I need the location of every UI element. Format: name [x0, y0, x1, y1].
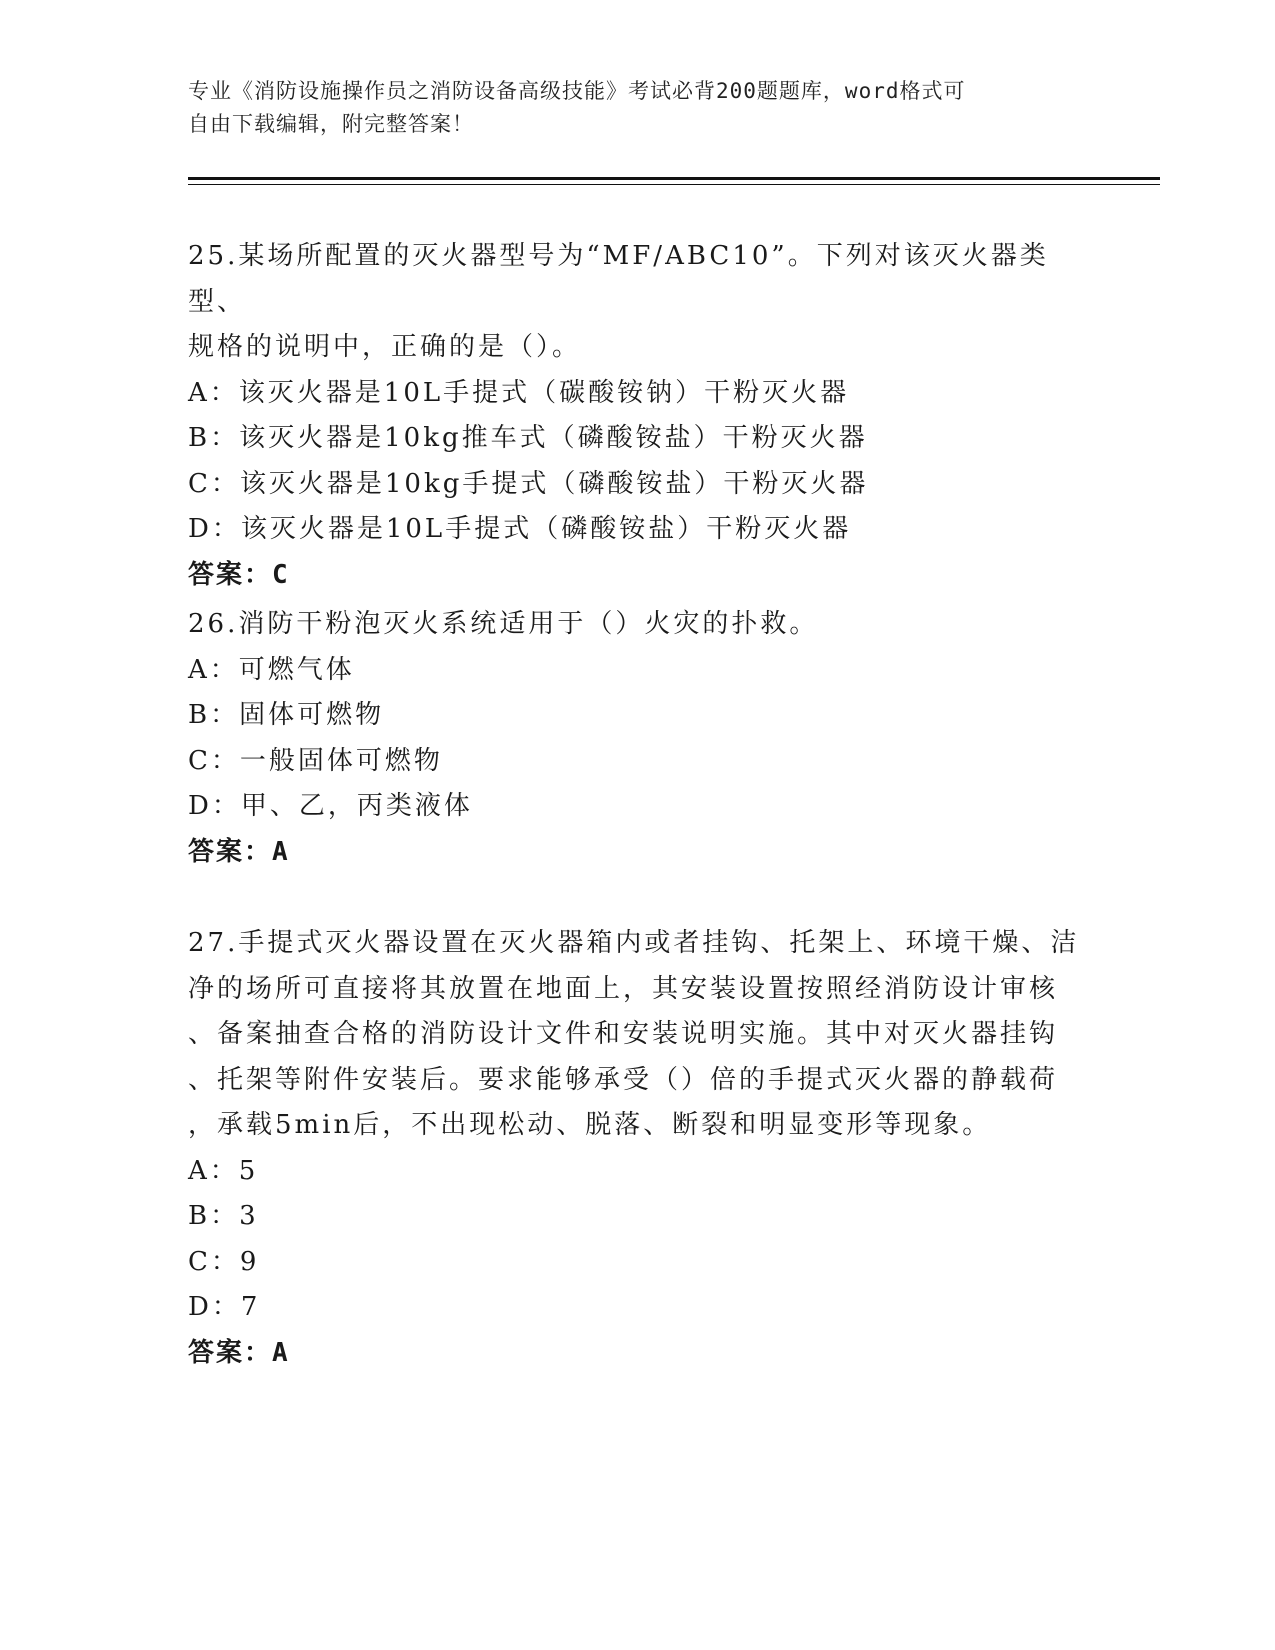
option-b: B：该灭火器是10kg推车式（磷酸铵盐）干粉灭火器 [188, 423, 868, 453]
option-b: B：3 [188, 1201, 259, 1231]
option-a: A：5 [188, 1155, 259, 1186]
question-25 [188, 234, 1088, 598]
option-a: A：可燃气体 [188, 654, 355, 685]
question-text-line: 25.某场所配置的灭火器型号为“MF/ABC10”。下列对该灭火器类型、 [188, 241, 1049, 317]
question-text-line: 规格的说明中，正确的是（）。 [188, 332, 582, 362]
header-divider-thin [188, 184, 1160, 185]
option-c: C：一般固体可燃物 [188, 745, 443, 776]
question-text-line: 、托架等附件安装后。要求能够承受（）倍的手提式灭火器的静载荷 [188, 1064, 1059, 1095]
question-text-line: 净的场所可直接将其放置在地面上，其安装设置按照经消防设计审核 [188, 973, 1059, 1004]
answer: 答案：A [188, 1337, 290, 1368]
question-text-line: ，承载5min后，不出现松动、脱落、断裂和明显变形等现象。 [188, 1110, 992, 1140]
header-divider-thick [188, 177, 1160, 180]
option-a: A：该灭火器是10L手提式（碳酸铵钠）干粉灭火器 [188, 377, 850, 408]
header-line-2: 自由下载编辑，附完整答案！ [188, 112, 474, 136]
document-header [188, 75, 1088, 141]
answer: 答案：C [188, 559, 290, 590]
option-d: D：甲、乙，丙类液体 [188, 791, 473, 821]
option-c: C：9 [188, 1246, 260, 1277]
question-26 [188, 602, 1088, 875]
question-27 [188, 921, 1088, 1376]
option-d: D：7 [188, 1292, 261, 1322]
question-text-line: 、备案抽查合格的消防设计文件和安装说明实施。其中对灭火器挂钩 [188, 1019, 1059, 1049]
question-text-line: 26.消防干粉泡灭火系统适用于（）火灾的扑救。 [188, 609, 819, 639]
question-text-line: 27.手提式灭火器设置在灭火器箱内或者挂钩、托架上、环境干燥、洁 [188, 928, 1080, 958]
header-line-1: 专业《消防设施操作员之消防设备高级技能》考试必背200题题库，word格式可 [188, 79, 966, 103]
answer: 答案：A [188, 836, 290, 867]
option-c: C：该灭火器是10kg手提式（磷酸铵盐）干粉灭火器 [188, 468, 869, 499]
option-b: B：固体可燃物 [188, 700, 385, 730]
option-d: D：该灭火器是10L手提式（磷酸铵盐）干粉灭火器 [188, 514, 852, 544]
